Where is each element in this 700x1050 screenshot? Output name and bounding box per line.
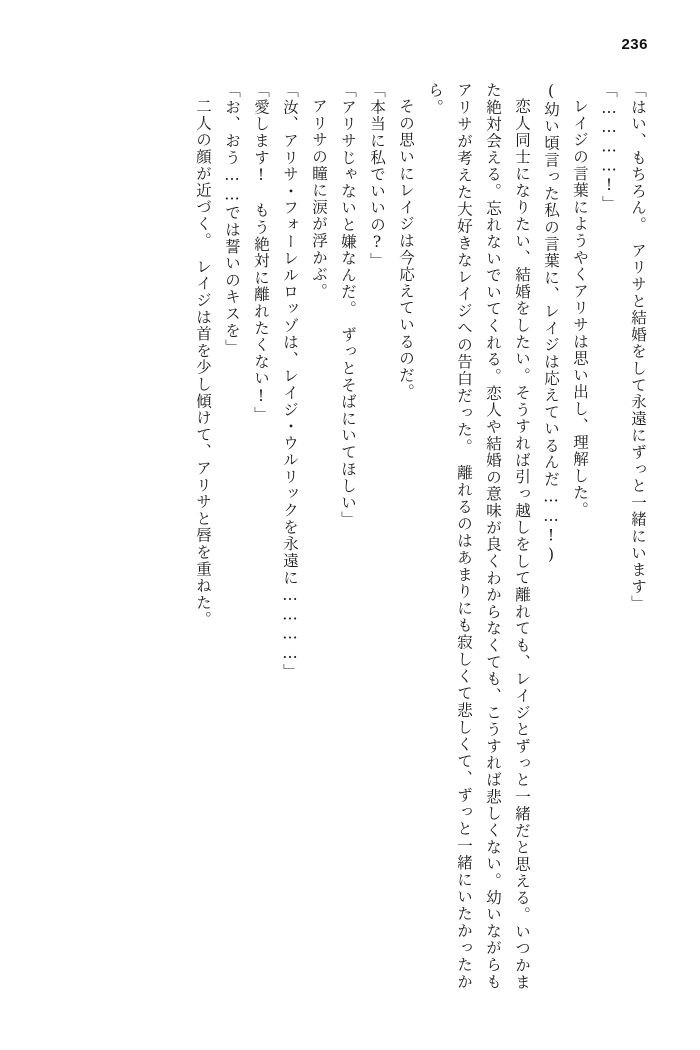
paragraph: レイジの言葉にようやくアリサは思い出し、理解した。 (571, 97, 589, 518)
paragraph: 「アリサじゃないと嫌なんだ。 ずっとそばにいてほしい」 (339, 82, 357, 528)
paragraph: 「愛します! もう絶対に離れたくない!」 (252, 82, 270, 423)
paragraph: 「本当に私でいいの?」 (368, 82, 386, 270)
paragraph: 「はい、もちろん。 アリサと結婚をして永遠にずっと一緒にいます」 (629, 82, 647, 612)
body-text-block (56, 82, 652, 990)
paragraph: その思いにレイジは今応えているのだ。 (397, 97, 415, 400)
paragraph: 「汝、アリサ・フォーレルロッゾは、レイジ・ウルリックを永遠に…………」 (281, 82, 299, 680)
page-number: 236 (621, 36, 648, 53)
paragraph: 「…………!」 (600, 82, 618, 213)
paragraph: 恋人同士になりたい、結婚をしたい。そうすれば引っ越しをして離れても、レイジとずっと一緒だと思える。いつかまた絶対会える。忘れないでいてくれる。恋人や結婚の意味が良くわからなくても、こうすれば悲しくない。幼いながらもアリサが考えた大好きなレイジへの告白だった。 離れるのはあまりにも寂しくて悲しくて、ずっと一緒にいたかったから。 (426, 82, 531, 990)
paragraph: 二人の顔が近づく。 レイジは首を少し傾けて、アリサと唇を重ねた。 (194, 97, 212, 628)
paragraph: 「お、おう……では誓いのキスを」 (223, 82, 241, 356)
paragraph: (幼い頃言った私の言葉に、レイジは応えているんだ……!) (542, 82, 560, 565)
paragraph: アリサの瞳に涙が浮かぶ。 (310, 97, 328, 300)
